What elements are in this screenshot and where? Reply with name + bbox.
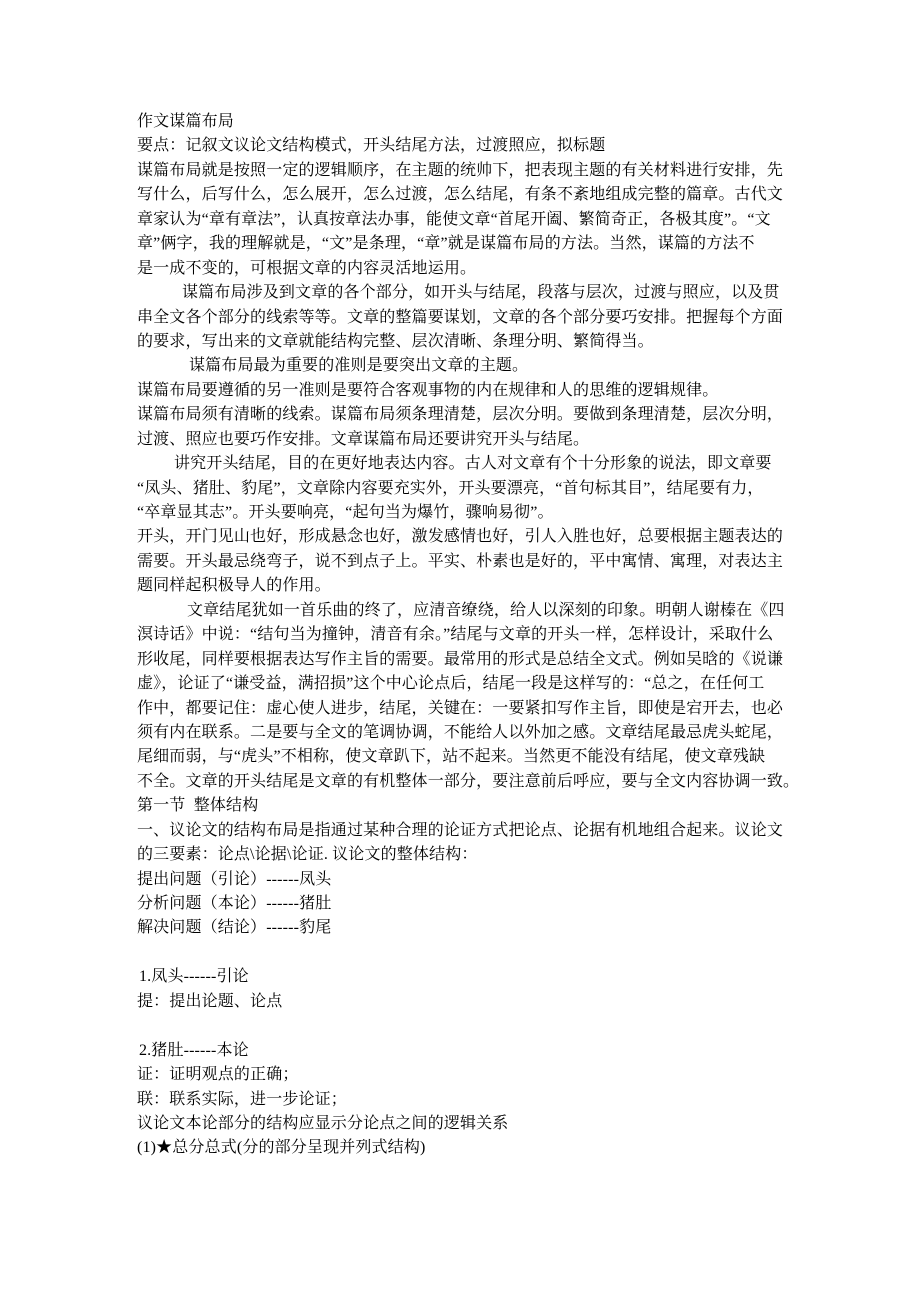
- text-line: 的要求，写出来的文章就能结构完整、层次清晰、条理分明、繁简得当。: [137, 332, 654, 350]
- text-line: 提：提出论题、论点: [137, 992, 283, 1010]
- text-line: 题同样起积极导人的作用。: [137, 577, 331, 595]
- text-line: 不全。文章的开头结尾是文章的有机整体一部分，要注意前后呼应，要与全文内容协调一致。: [137, 772, 800, 790]
- text-line: 写什么，后写什么，怎么展开，怎么过渡，怎么结尾，有条不紊地组成完整的篇章。古代文: [137, 186, 784, 204]
- text-line: 谋篇布局涉及到文章的各个部分，如开头与结尾，段落与层次，过渡与照应，以及贯: [182, 284, 780, 302]
- document-title: 作文谋篇布局: [137, 113, 234, 130]
- text-line: 过渡、照应也要巧作安排。文章谋篇布局还要讲究开头与结尾。: [137, 430, 590, 448]
- text-line: 要点：记叙文议论文结构模式，开头结尾方法，过渡照应，拟标题: [137, 137, 606, 155]
- text-line: 需要。开头最忌绕弯子，说不到点子上。平实、朴素也是好的，平中寓情、寓理，对表达主: [137, 552, 784, 570]
- text-line: 2.猪肚------本论: [139, 1041, 249, 1059]
- text-line: 形收尾，同样要根据表达写作主旨的需要。最常用的形式是总结全文式。例如吴晗的《说谦: [137, 650, 784, 668]
- text-line: 的三要素：论点\论据\论证. 议论文的整体结构：: [137, 846, 478, 864]
- text-line: 须有内在联系。二是要与全文的笔调协调，不能给人以外加之感。文章结尾最忌虎头蛇尾，: [137, 723, 784, 741]
- text-line: 作中，都要记住：虚心使人进步，结尾，关键在：一要紧扣写作主旨，即使是宕开去，也必: [137, 699, 784, 717]
- text-line: 讲究开头结尾，目的在更好地表达内容。古人对文章有个十分形象的说法，即文章要: [174, 455, 772, 473]
- text-line: 谋篇布局最为重要的准则是要突出文章的主题。: [189, 357, 529, 375]
- section-heading: 第一节 整体结构: [137, 797, 259, 815]
- text-line: 串全文各个部分的线索等等。文章的整篇要谋划，文章的各个部分要巧安排。把握每个方面: [137, 308, 784, 326]
- text-line: “卒章显其志”。开头要响亮，“起句当为爆竹，骤响易彻”。: [137, 504, 554, 521]
- text-line: 提出问题（引论）------凤头: [137, 870, 332, 888]
- text-line: 开头，开门见山也好，形成悬念也好，激发感情也好，引人入胜也好，总要根据主题表达的: [137, 528, 784, 546]
- text-line: 1.凤头------引论: [139, 968, 249, 986]
- text-line: 章家认为“章有章法”，认真按章法办事，能使文章“首尾开阖、繁简奇正，各极其度”。“文: [137, 210, 771, 228]
- text-line: 文章结尾犹如一首乐曲的终了，应清音缭绕，给人以深刻的印象。明朝人谢榛在《四: [187, 601, 785, 619]
- text-line: “凤头、猪肚、豹尾”，文章除内容要充实外，开头要漂亮，“首句标其目”，结尾要有力，: [137, 479, 764, 497]
- text-line: 谋篇布局须有清晰的线索。谋篇布局须条理清楚，层次分明。要做到条理清楚，层次分明，: [137, 406, 784, 424]
- blank-line: [137, 941, 817, 965]
- document-page: [137, 110, 817, 1161]
- text-line: 谋篇布局就是按照一定的逻辑顺序，在主题的统帅下，把表现主题的有关材料进行安排，先: [137, 161, 784, 179]
- text-line: 虚》，论证了“谦受益，满招损”这个中心论点后，结尾一段是这样写的：“总之，在任何工: [137, 675, 765, 693]
- text-line: 谋篇布局要遵循的另一准则是要符合客观事物的内在规律和人的思维的逻辑规律。: [137, 381, 719, 399]
- text-line: 证：证明观点的正确；: [137, 1066, 299, 1084]
- text-line: (1)★总分总式(分的部分呈现并列式结构): [137, 1139, 426, 1157]
- text-line: 联：联系实际，进一步论证；: [137, 1090, 347, 1108]
- text-line: 一、议论文的结构布局是指通过某种合理的论证方式把论点、论据有机地组合起来。议论文: [137, 821, 784, 839]
- text-line: 溟诗话》中说：“结句当为撞钟，清音有余。”结尾与文章的开头一样，怎样设计，采取什么: [137, 626, 774, 644]
- blank-line: [137, 1014, 817, 1038]
- text-line: 是一成不变的，可根据文章的内容灵活地运用。: [137, 259, 477, 277]
- text-line: 章”俩字，我的理解就是，“文”是条理，“章”就是谋篇布局的方法。当然，谋篇的方法不: [137, 235, 755, 253]
- text-line: 尾细而弱，与“虎头”不相称，使文章趴下，站不起来。当然更不能没有结尾，使文章残缺: [137, 748, 766, 766]
- text-line: 分析问题（本论）------猪肚: [137, 895, 332, 912]
- text-line: 议论文本论部分的结构应显示分论点之间的逻辑关系: [137, 1114, 509, 1132]
- text-line: 解决问题（结论）------豹尾: [137, 919, 332, 937]
